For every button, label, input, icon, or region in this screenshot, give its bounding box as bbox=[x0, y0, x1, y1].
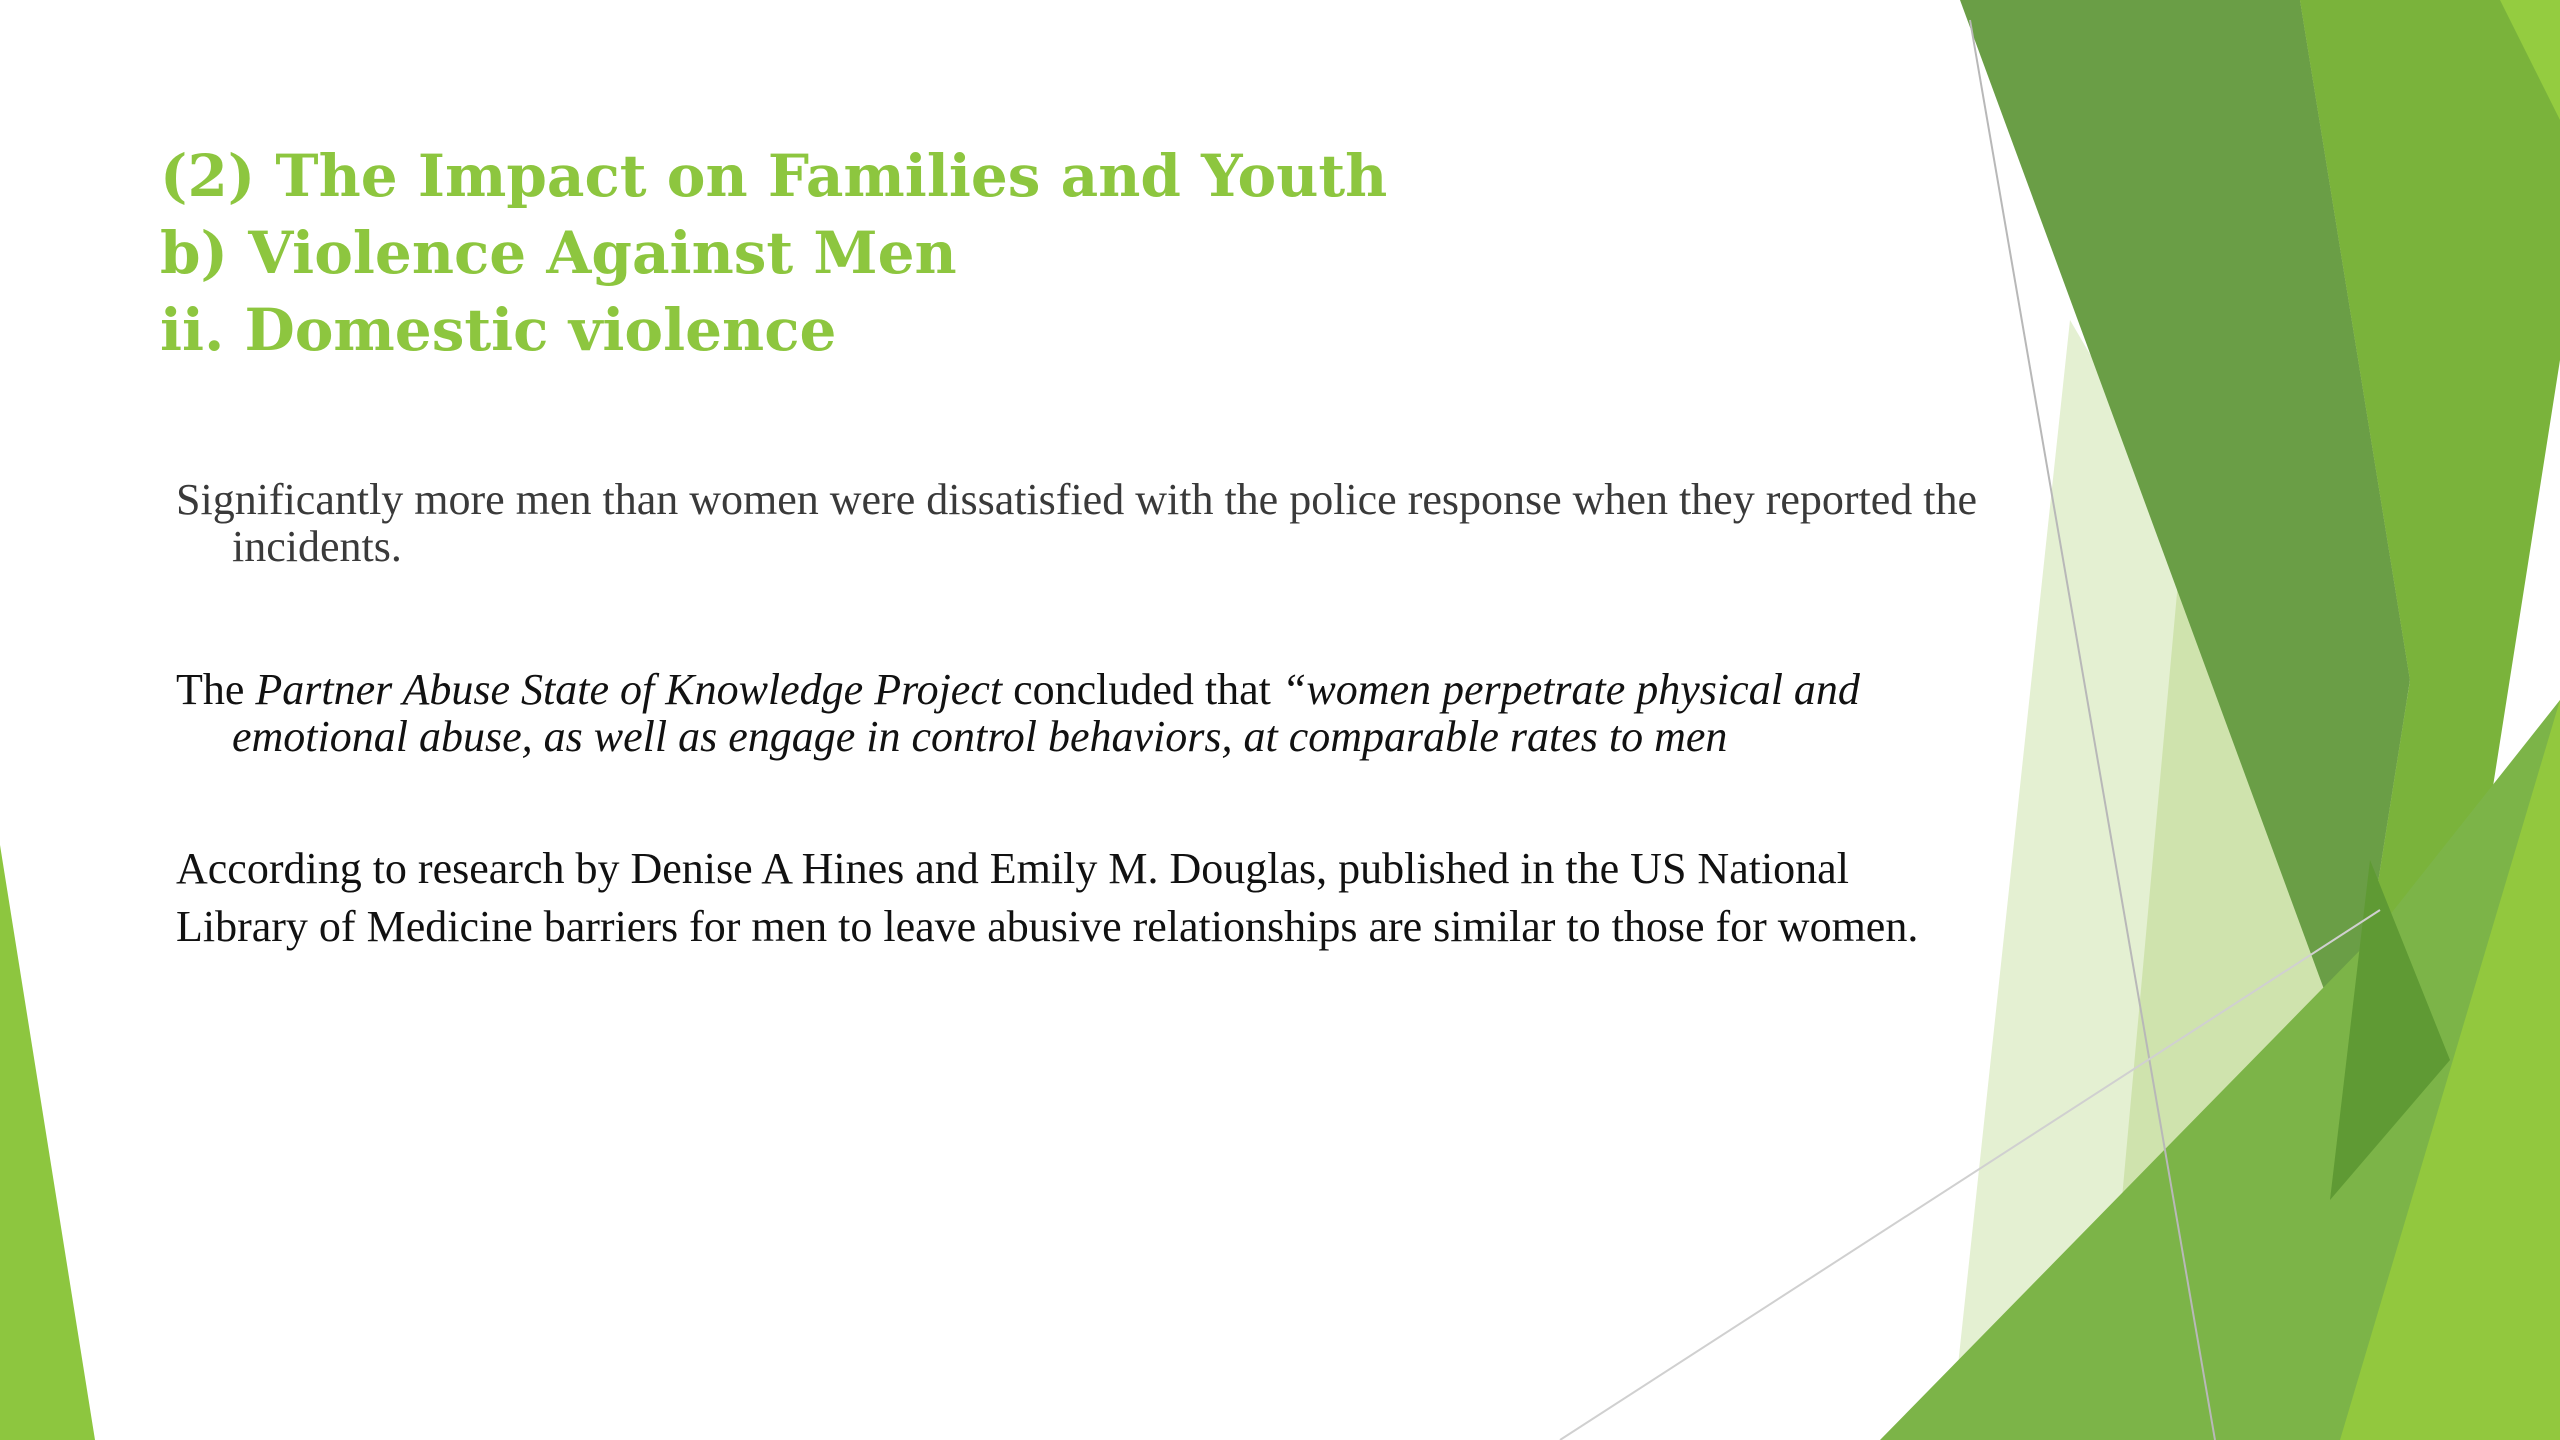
title-line-domestic-violence: ii. Domestic violence bbox=[160, 296, 837, 364]
title-line-violence-against-men: b) Violence Against Men bbox=[160, 219, 957, 287]
paragraph-partner-abuse-project bbox=[176, 666, 1992, 760]
quote-prefix: The bbox=[176, 665, 256, 714]
left-green-sliver bbox=[0, 845, 95, 1440]
title-line-impact: (2) The Impact on Families and Youth bbox=[160, 142, 1388, 210]
paragraph-research: According to research by Denise A Hines and Emily M. Douglas, published in the US National Library of Medicine barriers for men to leave abusive relationships are similar to those for women. bbox=[176, 844, 1919, 951]
paragraph-police-response: Significantly more men than women were dissatisfied with the police response when they reported the incidents. bbox=[176, 475, 1978, 571]
quote-middle: concluded that bbox=[1002, 665, 1282, 714]
quoted-conclusion: “women perpetrate physical and emotional abuse, as well as engage in control behaviors, at comparable rates to men bbox=[232, 665, 1860, 761]
project-name: Partner Abuse State of Knowledge Project bbox=[255, 665, 1003, 714]
slide-title bbox=[160, 138, 1387, 369]
